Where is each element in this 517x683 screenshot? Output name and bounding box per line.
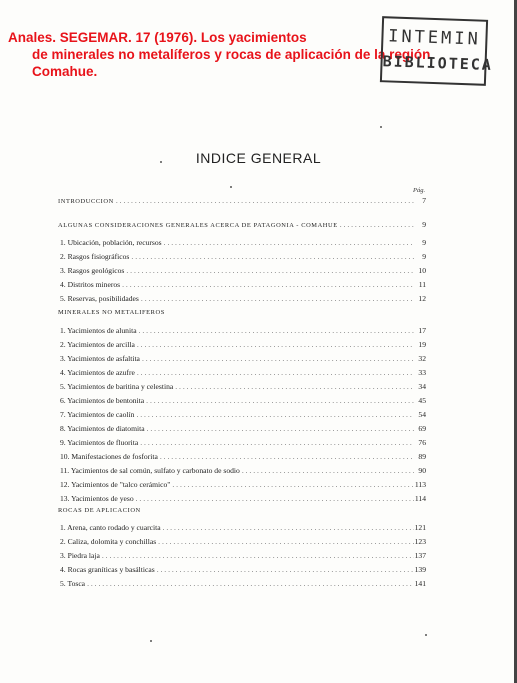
toc-entry-page: 17 — [418, 326, 426, 335]
toc-entry-page: 34 — [418, 382, 426, 391]
toc-entry — [58, 565, 426, 577]
library-stamp — [380, 16, 494, 86]
toc-entry-label: 3. Piedra laja — [60, 551, 100, 560]
toc-entry-label: 5. Reservas, posibilidades — [60, 294, 139, 303]
leader-dots — [139, 294, 414, 303]
leader-dots — [135, 340, 414, 349]
leader-dots — [170, 480, 414, 489]
toc-entry-label: 1. Arena, canto rodado y cuarcita — [60, 523, 161, 532]
toc-entry-label: ALGUNAS CONSIDERACIONES GENERALES ACERCA DE PATAGONIA - COMAHUE — [58, 222, 338, 229]
toc-entry-page: 9 — [422, 252, 426, 261]
leader-dots — [145, 424, 414, 433]
citation-line-3: Comahue. — [32, 64, 98, 79]
toc-entry — [58, 280, 426, 292]
toc-entry-label: 8. Yacimientos de diatomita — [60, 424, 145, 433]
toc-entry — [58, 466, 426, 478]
toc-entry-label: 3. Yacimientos de asfaltita — [60, 354, 140, 363]
citation-line-1: Anales. SEGEMAR. 17 (1976). Los yacimientos — [8, 30, 307, 45]
leader-dots — [144, 396, 414, 405]
toc-entry-label: 1. Yacimientos de alunita — [60, 326, 137, 335]
toc-entry-label: 7. Yacimientos de caolín — [60, 410, 135, 419]
toc-entry-label: 13. Yacimientos de yeso — [60, 494, 134, 503]
toc-entry-label: 4. Rocas graníticas y basálticas — [60, 565, 155, 574]
leader-dots — [162, 238, 414, 247]
toc-entry-page: 123 — [414, 537, 426, 546]
toc-entry — [58, 354, 426, 366]
toc-entry-page: 54 — [418, 410, 426, 419]
toc-entry-page: 10 — [418, 266, 426, 275]
leader-dots — [138, 438, 414, 447]
toc-entry-page: 76 — [418, 438, 426, 447]
leader-dots — [140, 354, 414, 363]
leader-dots — [134, 494, 414, 503]
leader-dots — [120, 280, 414, 289]
toc-entry-page: 141 — [414, 579, 426, 588]
leader-dots — [124, 266, 414, 275]
leader-dots — [100, 551, 414, 560]
leader-dots — [338, 220, 414, 229]
toc-entry — [58, 452, 426, 464]
leader-dots — [114, 196, 414, 205]
toc-entry-page: 32 — [418, 354, 426, 363]
section-header-minerales: MINERALES NO METALIFEROS — [58, 309, 165, 316]
toc-entry-page: 114 — [414, 494, 426, 503]
toc-entry-introduccion — [58, 196, 426, 208]
toc-entry — [58, 266, 426, 278]
toc-entry-page: 9 — [422, 238, 426, 247]
scan-speck — [150, 640, 152, 642]
toc-entry-label: 9. Yacimientos de fluorita — [60, 438, 139, 447]
toc-entry — [58, 537, 426, 549]
toc-entry-page: 69 — [418, 424, 426, 433]
scan-speck — [230, 186, 232, 188]
toc-entry-label: 10. Manifestaciones de fosforita — [60, 452, 158, 461]
toc-entry-label: 3. Rasgos geológicos — [60, 266, 125, 275]
toc-entry-page: 89 — [418, 452, 426, 461]
scan-speck — [425, 634, 427, 636]
leader-dots — [137, 326, 414, 335]
toc-entry — [58, 326, 426, 338]
toc-entry-label: 5. Yacimientos de baritina y celestina — [60, 382, 174, 391]
toc-entry — [58, 579, 426, 591]
page-title: INDICE GENERAL — [195, 150, 322, 166]
section-header-rocas: ROCAS DE APLICACION — [58, 507, 141, 514]
toc-entry-page: 90 — [418, 466, 426, 475]
toc-entry — [58, 494, 426, 506]
toc-entry — [58, 480, 426, 492]
stamp-line-1: INTEMIN — [387, 26, 482, 50]
toc-entry-page: 45 — [418, 396, 426, 405]
toc-entry — [58, 382, 426, 394]
toc-entry-page: 139 — [414, 565, 426, 574]
toc-entry — [58, 424, 426, 436]
leader-dots — [158, 452, 414, 461]
toc-entry-label: 11. Yacimientos de sal común, sulfato y carbonato de sodio — [60, 466, 240, 475]
toc-entry-label: 1. Ubicación, población, recursos — [60, 238, 162, 247]
toc-entry-label: 4. Yacimientos de azufre — [60, 368, 135, 377]
toc-entry — [58, 396, 426, 408]
toc-entry-label: 4. Distritos mineros — [60, 280, 121, 289]
toc-entry-page: 19 — [418, 340, 426, 349]
toc-entry-page: 11 — [418, 280, 426, 289]
toc-entry — [58, 238, 426, 250]
leader-dots — [156, 537, 414, 546]
toc-entry-page: 7 — [422, 196, 426, 205]
toc-entry — [58, 294, 426, 306]
toc-entry-label: 6. Yacimientos de bentonita — [60, 396, 145, 405]
stamp-line-2: BIBLIOTECA — [382, 52, 494, 75]
scan-speck — [380, 126, 382, 128]
toc-entry-page: 12 — [418, 294, 426, 303]
leader-dots — [134, 410, 414, 419]
leader-dots — [129, 252, 414, 261]
toc-entry-label: 5. Tosca — [60, 579, 86, 588]
toc-entry-label: 2. Caliza, dolomita y conchillas — [60, 537, 157, 546]
toc-entry-page: 9 — [422, 220, 426, 229]
toc-entry — [58, 368, 426, 380]
toc-entry-label: 2. Rasgos fisiográficos — [60, 252, 130, 261]
toc-entry-page: 137 — [414, 551, 426, 560]
leader-dots — [161, 523, 414, 532]
scan-speck — [160, 161, 162, 163]
toc-entry-page: 113 — [414, 480, 426, 489]
citation-line-2: de minerales no metalíferos y rocas de aplicación de la región — [32, 47, 431, 62]
page-column-label: Pág. — [413, 187, 426, 194]
toc-entry-label: INTRODUCCION — [58, 198, 114, 205]
toc-entry — [58, 340, 426, 352]
toc-entry-consideraciones — [58, 220, 426, 232]
toc-entry-page: 121 — [414, 523, 426, 532]
toc-entry-label: 12. Yacimientos de "talco cerámico" — [60, 480, 171, 489]
leader-dots — [173, 382, 414, 391]
toc-entry — [58, 438, 426, 450]
leader-dots — [135, 368, 414, 377]
toc-entry — [58, 410, 426, 422]
leader-dots — [85, 579, 414, 588]
leader-dots — [240, 466, 414, 475]
toc-entry-page: 33 — [418, 368, 426, 377]
toc-entry — [58, 551, 426, 563]
toc-entry — [58, 523, 426, 535]
leader-dots — [155, 565, 414, 574]
toc-entry — [58, 252, 426, 264]
toc-entry-label: 2. Yacimientos de arcilla — [60, 340, 135, 349]
